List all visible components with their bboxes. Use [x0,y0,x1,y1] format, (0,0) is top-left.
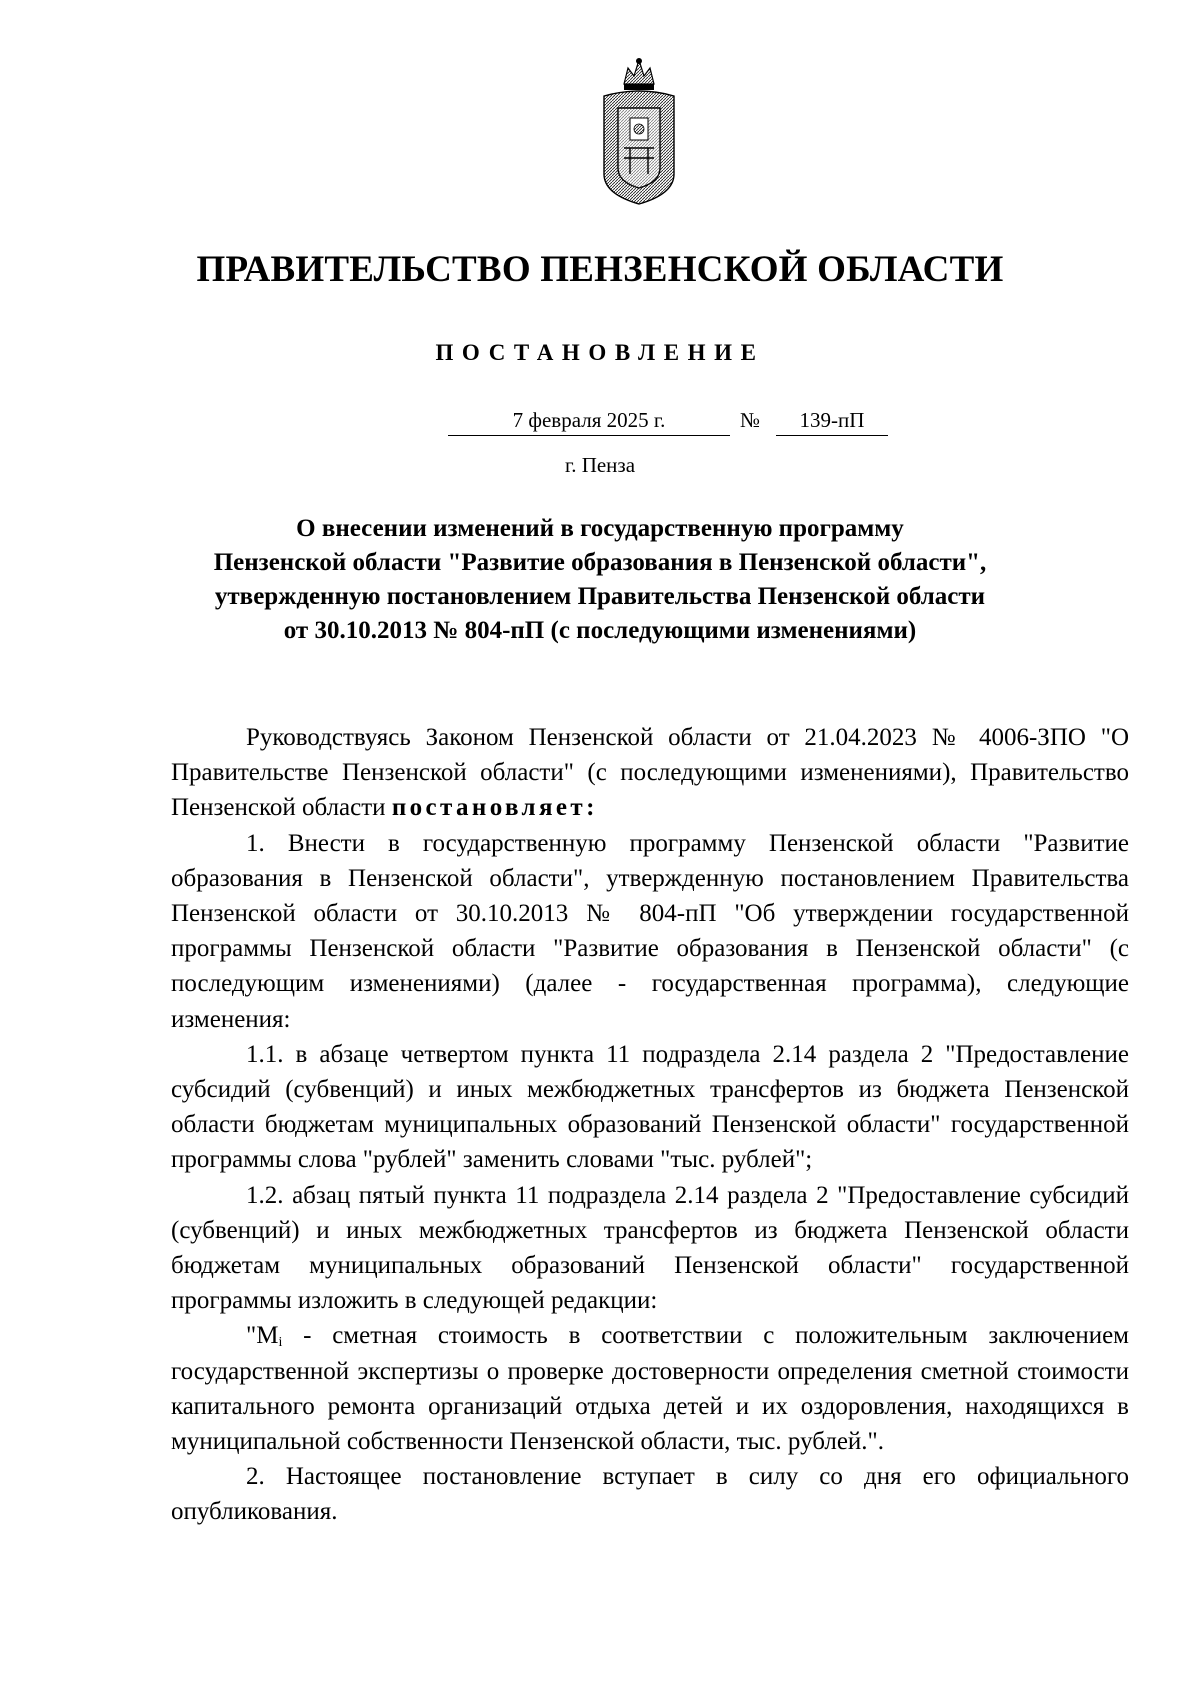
item-1-1: 1.1. в абзаце четвертом пункта 11 подраздела 2.14 раздела 2 "Предоставление субсидий (субвенций) и иных межбюджетных трансфертов из бюджета Пензенской области бюджетам муниципальных образований Пензенской области" государственной программы слова "рублей" заменить словами "тыс. рублей"; [171,1040,1129,1174]
quoted-definition [171,1318,1129,1459]
document-date: 7 февраля 2025 г. [448,407,730,436]
quote-text: - сметная стоимость в соответствии с положительным заключением государственной экспертизы о проверке достоверности определения сметной стоимости капитального ремонта организаций отдыха детей и их оздоровления, находящихся в муниципальной собственности Пензенской области, тыс. рублей.". [171,1322,1129,1456]
resolves-word: постановляет: [391,794,598,822]
subject-line: Пензенской области "Развитие образования в Пензенской области", [213,549,987,576]
date-number-line [448,407,888,437]
coat-of-arms-icon [600,56,678,208]
document-subject [150,512,1050,648]
document-number: 139-пП [776,407,888,436]
number-sign: № [740,408,761,432]
item-2: 2. Настоящее постановление вступает в силу со дня его официального опубликования. [171,1463,1129,1526]
quote-symbol: "M [246,1322,279,1350]
preamble-text: Руководствуясь Законом Пензенской области от 21.04.2023 № 4006-ЗПО "О Правительстве Пензенской области" (с последующими изменениями), Правительство Пензенской области [171,724,1129,822]
government-name: ПРАВИТЕЛЬСТВО ПЕНЗЕНСКОЙ ОБЛАСТИ [196,249,1004,290]
city: г. Пенза [564,453,636,477]
item-1: 1. Внести в государственную программу Пензенской области "Развитие образования в Пензенской области", утвержденную постановлением Правительства Пензенской области от 30.10.2013 № 804-пП "Об утверждении государственной программы Пензенской области "Развитие образования в Пензенской области" (с последующим изменениями) (далее - государственная программа), следующие изменения: [171,829,1129,1033]
subject-line: от 30.10.2013 № 804-пП (с последующими изменениями) [283,617,917,644]
item-1-2: 1.2. абзац пятый пункта 11 подраздела 2.14 раздела 2 "Предоставление субсидий (субвенций) и иных межбюджетных трансфертов из бюджета Пензенской области бюджетам муниципальных образований Пензенской области" государственной программы изложить в следующей редакции: [171,1181,1129,1315]
document-type: ПОСТАНОВЛЕНИЕ [435,340,765,365]
quote-subscript: i [278,1335,283,1351]
subject-line: утвержденную постановлением Правительства Пензенской области [214,583,986,610]
document-body [171,720,1129,1530]
subject-line: О внесении изменений в государственную программу [296,515,904,542]
preamble-paragraph [171,720,1129,826]
